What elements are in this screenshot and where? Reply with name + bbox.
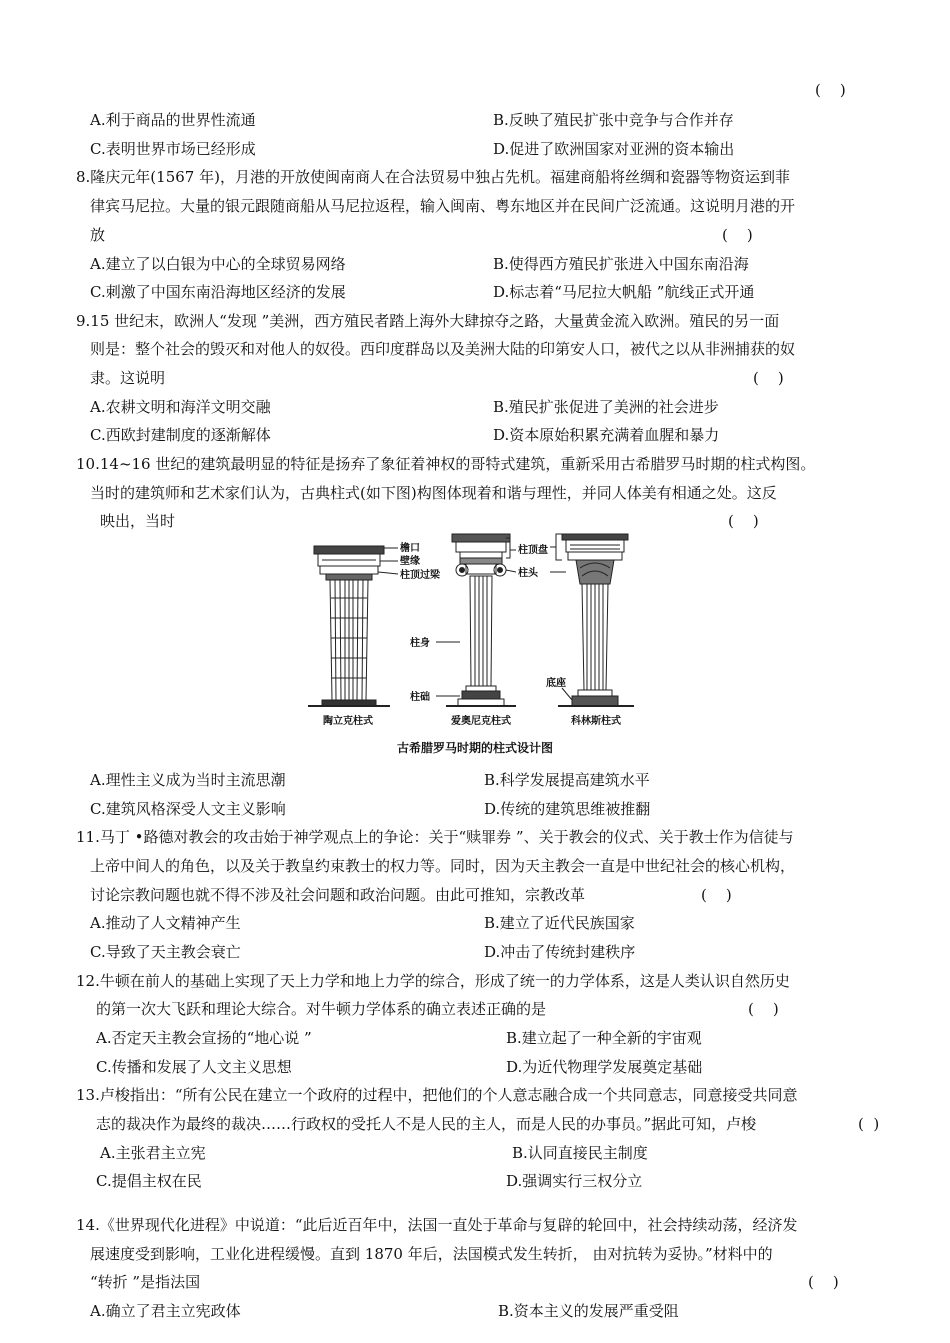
label-entablature: 柱顶盘 — [518, 545, 548, 556]
q10-option-c: C.建筑风格深受人文主义影响 — [90, 800, 286, 818]
label-shaft: 柱身 — [410, 638, 430, 649]
label-cornice: 檐口 — [400, 543, 420, 554]
q9-stem-line3: 隶。这说明 — [90, 369, 166, 387]
q10-stem-line2: 当时的建筑师和艺术家们认为，古典柱式(如下图)构图体现着和谐与理性，并同人体美有相通之处。这反 — [90, 484, 777, 502]
q7-option-c: C.表明世界市场已经形成 — [90, 140, 256, 158]
q12-option-c: C.传播和发展了人文主义思想 — [96, 1058, 292, 1076]
q7-option-b: B.反映了殖民扩张中竞争与合作并存 — [493, 111, 734, 129]
q9-stem-line2: 则是：整个社会的毁灭和对他人的奴役。西印度群岛以及美洲大陆的印第安人口，被代之以从非洲捕获的奴 — [90, 340, 796, 358]
q11-option-c: C.导致了天主教会衰亡 — [90, 943, 241, 961]
q11-stem-line2: 上帝中间人的角色，以及关于教皇约束教士的权力等。同时，因为天主教会一直是中世纪社会的核心机构， — [90, 857, 796, 875]
corinthian-column-drawing — [558, 534, 634, 706]
q14-stem-line2: 展速度受到影响，工业化进程缓慢。直到 1870 年后，法国模式发生转折， 由对抗转为妥协。”材料中的 — [90, 1245, 773, 1263]
q9-stem-line1: 9.15 世纪末，欧洲人“发现 ”美洲，西方殖民者踏上海外大肆掠夺之路，大量黄金流入欧洲。殖民的另一面 — [76, 312, 780, 330]
q11-stem-line1: 11.马丁 •路德对教会的攻击始于神学观点上的争论：关于“赎罪券 ”、关于教会的仪式、关于教士作为信徒与 — [76, 828, 794, 846]
q10-stem-line1: 10.14~16 世纪的建筑最明显的特征是扬弃了象征着神权的哥特式建筑，重新采用古希腊罗马时期的柱式构图。 — [76, 455, 816, 473]
q8-option-d: D.标志着“马尼拉大帆船 ”航线正式开通 — [493, 283, 755, 301]
q8-answer-blank: ( ) — [722, 226, 753, 244]
q11-stem-line3: 讨论宗教问题也就不得不涉及社会问题和政治问题。由此可推知，宗教改革 — [90, 886, 586, 904]
q13-option-a: A.主张君主立宪 — [100, 1144, 206, 1162]
name-doric: 陶立克柱式 — [323, 716, 373, 727]
q12-option-a: A.否定天主教会宣扬的“地心说 ” — [96, 1029, 312, 1047]
q11-answer-blank: ( ) — [701, 886, 732, 904]
q8-option-a: A.建立了以白银为中心的全球贸易网络 — [90, 255, 346, 273]
name-corinthian: 科林斯柱式 — [571, 716, 621, 727]
q10-stem-line3: 映出，当时 — [100, 512, 176, 530]
q12-option-b: B.建立起了一种全新的宇宙观 — [506, 1029, 702, 1047]
q11-option-a: A.推动了人文精神产生 — [90, 914, 241, 932]
q12-option-d: D.为近代物理学发展奠定基础 — [506, 1058, 703, 1076]
q13-option-d: D.强调实行三权分立 — [506, 1172, 643, 1190]
q12-stem-line2: 的第一次大飞跃和理论大综合。对牛顿力学体系的确立表述正确的是 — [96, 1000, 547, 1018]
q8-stem-line1: 8.隆庆元年(1567 年)，月港的开放使闽南商人在合法贸易中独占先机。福建商船将丝绸和瓷器等物资运到菲 — [76, 168, 790, 186]
q7-answer-blank: ( ) — [815, 81, 846, 99]
q11-option-d: D.冲击了传统封建秩序 — [484, 943, 636, 961]
q13-option-c: C.提倡主权在民 — [96, 1172, 202, 1190]
figure-caption: 古希腊罗马时期的柱式设计图 — [396, 741, 554, 755]
q9-option-b: B.殖民扩张促进了美洲的社会进步 — [493, 398, 719, 416]
q10-answer-blank: ( ) — [728, 512, 759, 530]
label-architrave: 柱顶过梁 — [400, 570, 440, 581]
q8-stem-line3: 放 — [90, 226, 106, 244]
q13-answer-blank: ( ) — [858, 1115, 880, 1133]
q14-stem-line3: “转折 ”是指法国 — [90, 1273, 201, 1291]
name-ionic: 爱奥尼克柱式 — [451, 716, 511, 727]
q14-option-b: B.资本主义的发展严重受阻 — [498, 1302, 679, 1320]
label-column-base: 柱础 — [410, 692, 430, 703]
q11-option-b: B.建立了近代民族国家 — [484, 914, 635, 932]
q9-option-d: D.资本原始积累充满着血腥和暴力 — [493, 426, 720, 444]
q7-option-a: A.利于商品的世界性流通 — [90, 111, 256, 129]
q8-stem-line2: 律宾马尼拉。大量的银元跟随商船从马尼拉返程，输入闽南、粤东地区并在民间广泛流通。这说明月港的开 — [90, 197, 796, 215]
q10-option-b: B.科学发展提高建筑水平 — [484, 771, 650, 789]
q8-option-c: C.刺激了中国东南沿海地区经济的发展 — [90, 283, 346, 301]
q9-answer-blank: ( ) — [753, 369, 784, 387]
q13-option-b: B.认同直接民主制度 — [512, 1144, 648, 1162]
q7-option-d: D.促进了欧洲国家对亚洲的资本输出 — [493, 140, 735, 158]
label-capital: 柱头 — [518, 568, 538, 579]
q13-stem-line2: 志的裁决作为最终的裁决……行政权的受托人不是人民的主人，而是人民的办事员。”据此可知，卢梭 — [96, 1115, 757, 1133]
q14-stem-line1: 14.《世界现代化进程》中说道：“此后近百年中，法国一直处于革命与复辟的轮回中，社会持续动荡，经济发 — [76, 1216, 798, 1234]
ionic-column-drawing — [446, 534, 516, 706]
q14-option-a: A.确立了君主立宪政体 — [90, 1302, 241, 1320]
q9-option-c: C.西欧封建制度的逐渐解体 — [90, 426, 271, 444]
q9-option-a: A.农耕文明和海洋文明交融 — [90, 398, 271, 416]
q8-option-b: B.使得西方殖民扩张进入中国东南沿海 — [493, 255, 749, 273]
q12-answer-blank: ( ) — [748, 1000, 779, 1018]
q12-stem-line1: 12.牛顿在前人的基础上实现了天上力学和地上力学的综合，形成了统一的力学体系，这是人类认识自然历史 — [76, 972, 790, 990]
label-pedestal: 底座 — [546, 678, 566, 689]
q14-answer-blank: ( ) — [808, 1273, 839, 1291]
q10-option-d: D.传统的建筑思维被推翻 — [484, 800, 651, 818]
label-frieze: 壁缘 — [400, 556, 420, 567]
classical-columns-figure — [300, 528, 650, 766]
q10-option-a: A.理性主义成为当时主流思潮 — [90, 771, 286, 789]
q13-stem-line1: 13.卢梭指出：“所有公民在建立一个政府的过程中，把他们的个人意志融合成一个共同意志，同意接受共同意 — [76, 1086, 798, 1104]
doric-column-drawing — [308, 546, 390, 706]
